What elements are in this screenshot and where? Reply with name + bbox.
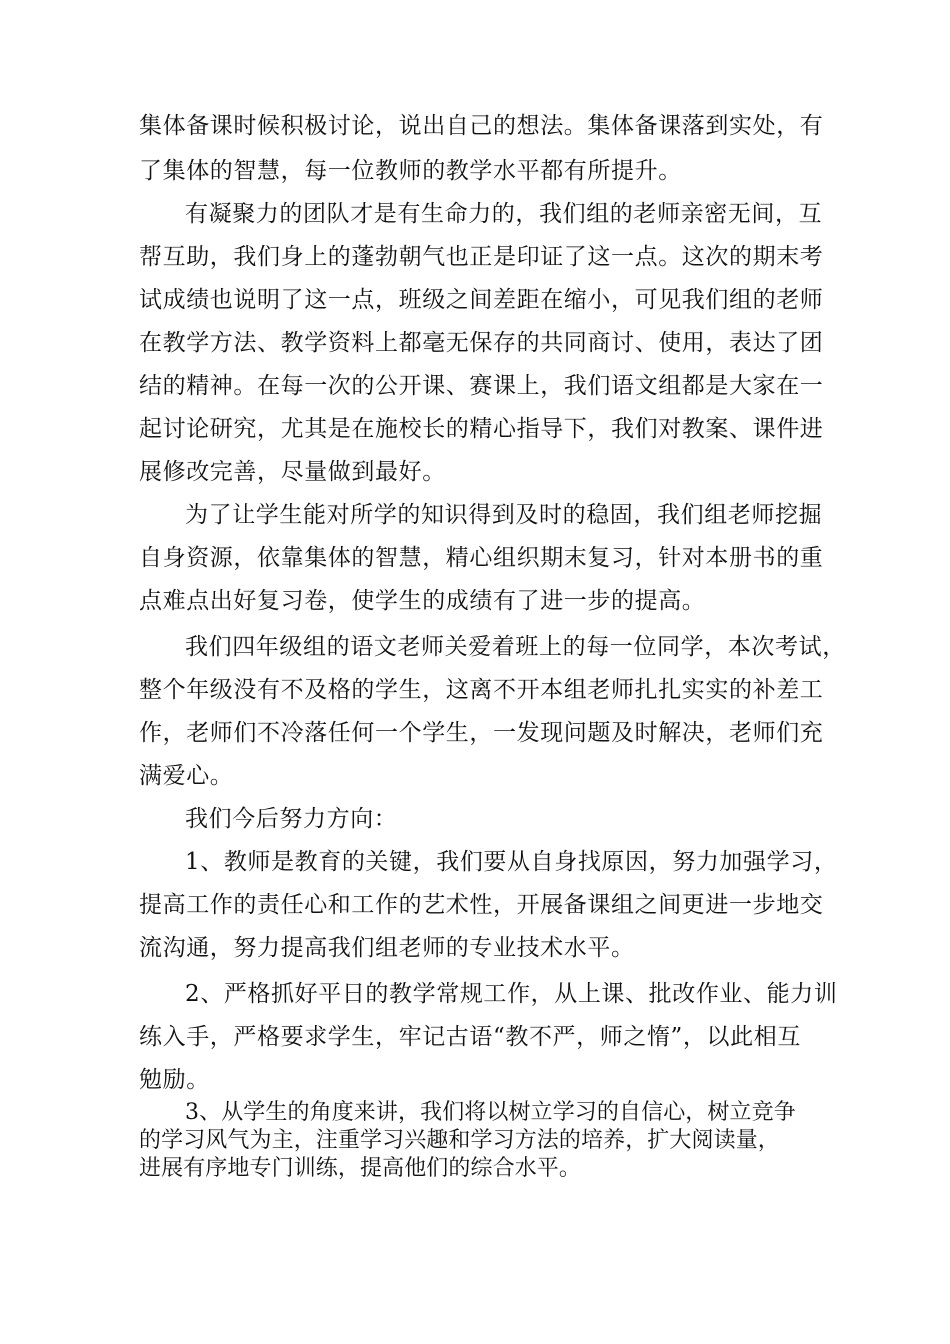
item-3-line-2: 的学习风气为主，注重学习兴趣和学习方法的培养，扩大阅读量， (139, 1128, 780, 1153)
paragraph-2-line-2: 帮互助，我们身上的蓬勃朝气也正是印证了这一点。这次的期末考 (139, 244, 824, 270)
item-1-line-2: 提高工作的责任心和工作的艺术性，开展备课组之间更进一步地交 (139, 892, 824, 918)
paragraph-1-line-1: 集体备课时候积极讨论，说出自己的想法。集体备课落到实处，有 (139, 113, 824, 139)
paragraph-4-line-4: 满爱心。 (139, 763, 234, 789)
paragraph-2-line-1: 有凝聚力的团队才是有生命力的，我们组的老师亲密无间，互 (185, 201, 823, 227)
paragraph-3-line-3: 点难点出好复习卷，使学生的成绩有了进一步的提高。 (139, 588, 706, 614)
paragraph-4-line-2: 整个年级没有不及格的学生，这离不开本组老师扎扎实实的补差工 (139, 677, 824, 703)
item-3-line-3: 进展有序地专门训练，提高他们的综合水平。 (139, 1156, 582, 1181)
item-1-line-1: 1、教师是教育的关键，我们要从自身找原因，努力加强学习， (185, 849, 838, 875)
item-3-line-1: 3、从学生的角度来讲，我们将以树立学习的自信心，树立竞争 (185, 1100, 796, 1125)
paragraph-3-line-2: 自身资源，依靠集体的智慧，精心组织期末复习，针对本册书的重 (139, 545, 824, 571)
paragraph-2-line-5: 结的精神。在每一次的公开课、赛课上，我们语文组都是大家在一 (139, 373, 824, 399)
paragraph-3-line-1: 为了让学生能对所学的知识得到及时的稳固，我们组老师挖掘 (185, 502, 823, 528)
item-2-line-3: 勉励。 (139, 1067, 210, 1093)
paragraph-1-line-2: 了集体的智慧，每一位教师的教学水平都有所提升。 (139, 158, 682, 184)
section-heading: 我们今后努力方向： (185, 806, 398, 832)
paragraph-2-line-3: 试成绩也说明了这一点，班级之间差距在缩小，可见我们组的老师 (139, 287, 824, 313)
paragraph-4-line-1: 我们四年级组的语文老师关爱着班上的每一位同学，本次考试， (185, 634, 846, 660)
paragraph-4-line-3: 作，老师们不冷落任何一个学生，一发现问题及时解决，老师们充 (139, 720, 824, 746)
item-2-line-1: 2、严格抓好平日的教学常规工作，从上课、批改作业、能力训 (185, 981, 838, 1007)
item-1-line-3: 流沟通，努力提高我们组老师的专业技术水平。 (139, 935, 635, 961)
paragraph-2-line-4: 在教学方法、教学资料上都毫无保存的共同商讨、使用，表达了团 (139, 330, 824, 356)
item-2-line-2: 练入手，严格要求学生，牢记古语“教不严，师之惰”，以此相互 (139, 1024, 801, 1050)
paragraph-2-line-7: 展修改完善，尽量做到最好。 (139, 459, 446, 485)
paragraph-2-line-6: 起讨论研究，尤其是在施校长的精心指导下，我们对教案、课件进 (139, 416, 824, 442)
